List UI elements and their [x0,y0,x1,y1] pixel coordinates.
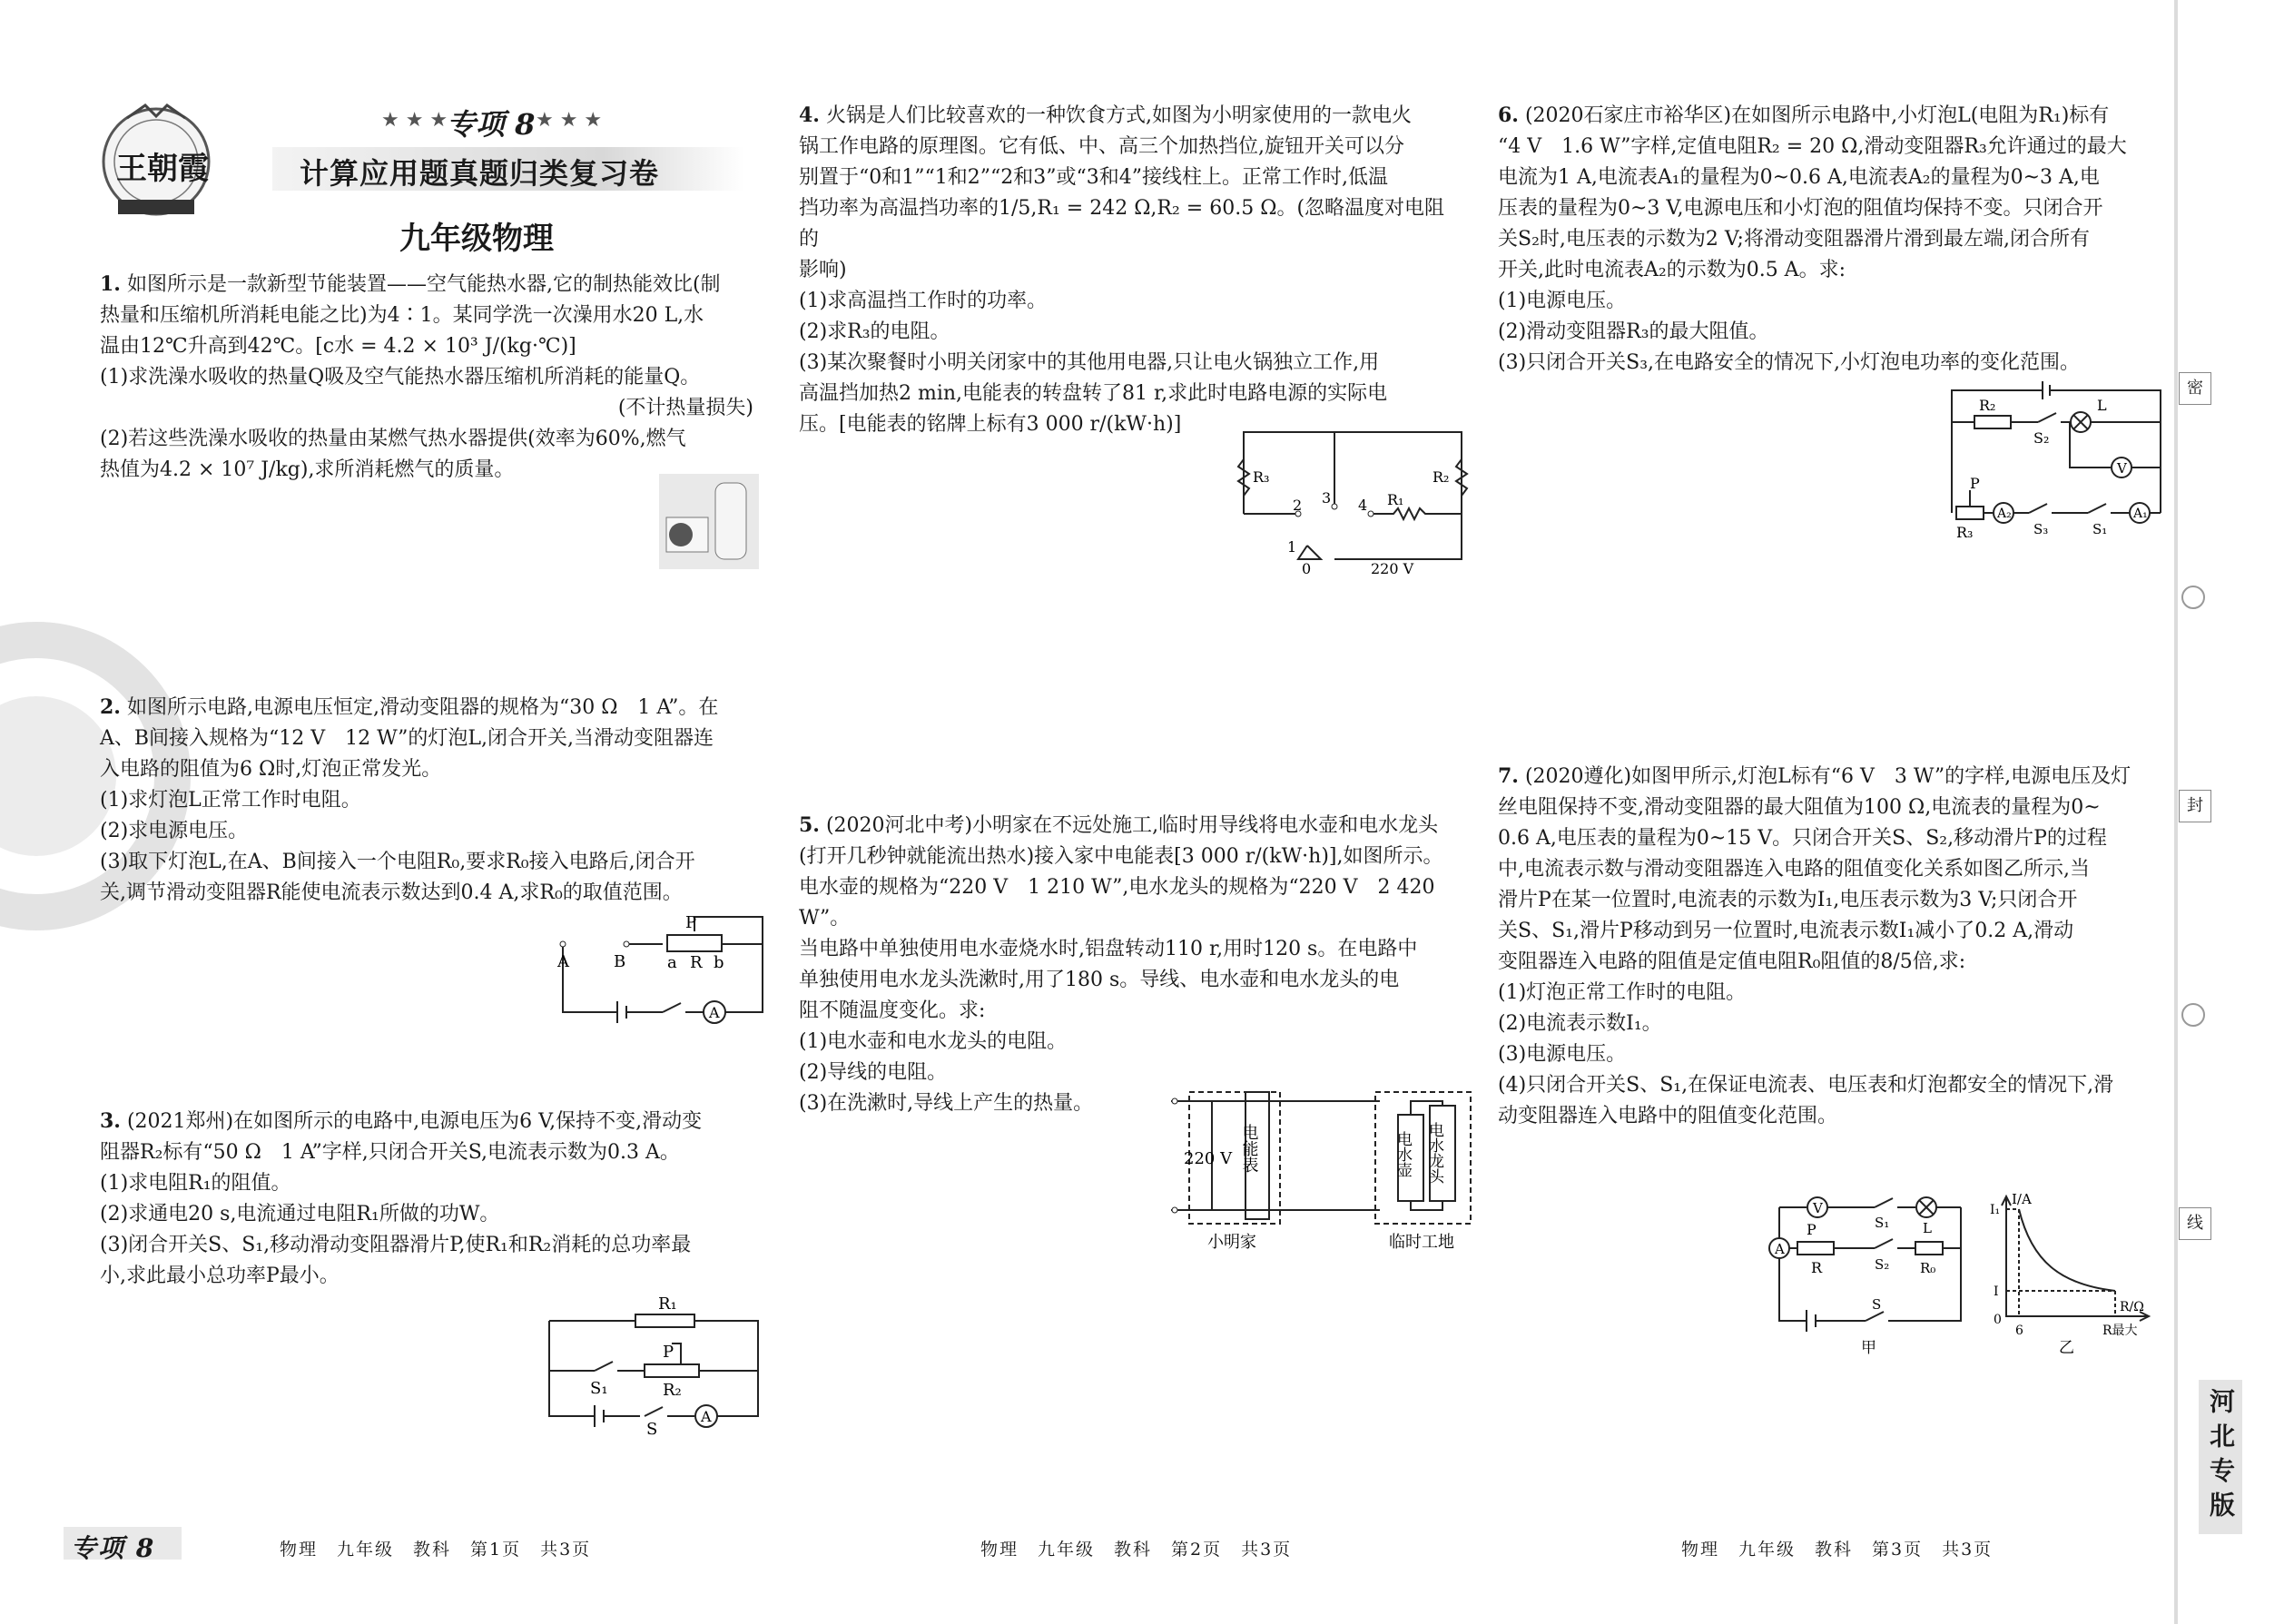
origin-label: 0 [1994,1313,2002,1327]
switch-label: S [646,1420,658,1439]
terminal-label: 4 [1358,497,1368,514]
question-line: (1)灯泡正常工作时的电阻。 [1498,981,1747,1004]
resistor-label: R₀ [1920,1260,1936,1276]
terminal-label: 3 [1322,489,1332,507]
node-label: a [667,953,677,972]
circuit-diagram-q7-jia [1770,1189,1988,1362]
tick-label: I [1994,1284,1999,1299]
voltage-label: 220 V [1371,560,1414,577]
question-line: (2020石家庄市裕华区)在如图所示电路中,小灯泡L(电阻为R₁)标有 [1524,104,2110,127]
footer-page-1: 物理 九年级 教科 第1页 共3页 [280,1540,592,1560]
question-line: (2020河北中考)小明家在不远处施工,临时用导线将电水壶和电水龙头 [825,814,1439,837]
question-line: (3)只闭合开关S₃,在电路安全的情况下,小灯泡电功率的变化范围。 [1498,351,2081,374]
switch-label: S₂ [2033,429,2050,447]
slider-label: P [663,1343,674,1362]
node-label: A [557,952,569,971]
question-note: (不计热量损失) [617,397,753,419]
voltmeter-label: V [2117,460,2127,477]
switch-label: S [1872,1296,1882,1313]
question-line: (3)在洗漱时,导线上产生的热量。 [799,1092,1094,1115]
question-line: 温由12℃升高到42℃。[c水 = 4.2 × 10³ J/(kg·℃)] [100,335,576,358]
meter-label: 电能表 [1239,1124,1259,1173]
question-line: (1)求洗澡水吸收的热量Q吸及空气能热水器压缩机所消耗的能量Q。 [100,366,701,389]
question-line: 入电路的阻值为6 Ω时,灯泡正常发光。 [100,758,442,781]
question-line: 中,电流表示数与滑动变阻器连入电路的阻值变化关系如图乙所示,当 [1498,858,2090,881]
switch-label: S₁ [2092,521,2108,537]
question-line: 小,求此最小总功率P最小。 [100,1265,340,1287]
lamp-label: L [2097,397,2107,414]
question-number: 4. [799,103,820,127]
question-line: A、B间接入规格为“12 V 12 W”的灯泡L,闭合开关,当滑动变阻器连 [100,727,714,750]
question-line: 电流为1 A,电流表A₁的量程为0~0.6 A,电流表A₂的量程为0~3 A,电 [1498,166,2100,189]
circuit-diagram-q6 [1943,381,2179,545]
question-number: 6. [1498,103,1519,127]
question-line: (1)求电阻R₁的阻值。 [100,1172,291,1195]
slider-label: P [1807,1221,1816,1238]
question-line: (2)求R₃的电阻。 [799,320,950,343]
question-7 [1498,761,2151,1132]
question-line: (2020遵化)如图甲所示,灯泡L标有“6 V 3 W”的字样,电源电压及灯 [1524,765,2132,788]
axis-label-x: R/Ω [2120,1300,2144,1314]
lamp-label: L [1923,1220,1932,1236]
question-line: 关S、S₁,滑片P移动到另一位置时,电流表示数I₁减小了0.2 A,滑动 [1498,920,2074,942]
resistor-label: R [1811,1259,1823,1276]
section-title: 专项 8 [447,107,536,142]
question-line: 锅工作电路的原理图。它有低、中、高三个加热挡位,旋钮开关可以分 [799,135,1404,158]
seal-tab-mi: 密 [2179,372,2211,405]
figure-label: 乙 [2059,1339,2074,1357]
footer-page-2: 物理 九年级 教科 第2页 共3页 [980,1540,1293,1560]
question-2 [100,692,753,909]
question-line: 变阻器连入电路的阻值是定值电阻R₀阻值的8/5倍,求: [1498,950,1966,973]
question-line: 阻器R₂标有“50 Ω 1 A”字样,只闭合开关S,电流表示数为0.3 A。 [100,1141,680,1164]
question-line: 0.6 A,电压表的量程为0~15 V。只闭合开关S、S₂,移动滑片P的过程 [1498,827,2107,850]
switch-label: S₂ [1875,1256,1890,1273]
question-number: 7. [1498,764,1519,788]
question-line: 火锅是人们比较喜欢的一种饮食方式,如图为小明家使用的一款电火 [825,104,1412,127]
site-label: 临时工地 [1389,1233,1454,1252]
question-line: 关S₂时,电压表的示数为2 V;将滑动变阻器滑片滑到最左端,闭合所有 [1498,228,2090,251]
brand-name: 王朝霞 [116,151,209,187]
question-line: (2)若这些洗澡水吸收的热量由某燃气热水器提供(效率为60%,燃气 [100,428,686,450]
home-label: 小明家 [1207,1233,1256,1252]
air-heater-photo [659,474,759,569]
slider-label: P [1970,475,1980,492]
page-title: 计算应用题真题归类复习卷 [300,156,660,191]
question-line: 热量和压缩机所消耗电能之比)为4∶1。某同学洗一次澡用水20 L,水 [100,304,704,327]
ammeter-label: A₂ [1997,507,2012,521]
node-label: B [614,952,626,971]
terminal-label: 0 [1302,560,1312,577]
footer-section: 专项 8 [71,1533,156,1563]
binding-hole-icon [2177,581,2213,617]
circuit-diagram-q3 [545,1289,772,1439]
ammeter-label: A [1775,1241,1785,1257]
ammeter-label: A [709,1004,720,1021]
circuit-diagram-q4 [1235,423,1480,577]
question-line: (4)只闭合开关S、S₁,在保证电流表、电压表和灯泡都安全的情况下,滑 [1498,1074,2114,1097]
question-line: 压表的量程为0~3 V,电源电压和小灯泡的阻值均保持不变。只闭合开 [1498,197,2103,220]
question-4 [799,100,1452,440]
question-line: 丝电阻保持不变,滑动变阻器的最大阻值为100 Ω,电流表的量程为0~ [1498,796,2101,819]
binding-hole-icon [2177,999,2213,1035]
question-number: 1. [100,272,121,296]
question-line: 开关,此时电流表A₂的示数为0.5 A。求: [1498,259,1846,281]
question-line: (2)求通电20 s,电流通过电阻R₁所做的功W。 [100,1203,500,1225]
question-line: 如图所示是一款新型节能装置——空气能热水器,它的制热能效比(制 [126,273,721,296]
seal-tab-feng: 封 [2179,790,2211,822]
switch-label: S₁ [1875,1215,1890,1231]
axis-label-y: I/A [2012,1191,2032,1207]
resistor-label: R₁ [1387,491,1404,508]
question-line: 当电路中单独使用电水壶烧水时,铝盘转动110 r,用时120 s。在电路中 [799,938,1418,960]
question-line: 电水壶的规格为“220 V 1 210 W”,电水龙头的规格为“220 V 2 420 W”。 [799,876,1435,930]
switch-label: S₁ [590,1379,608,1398]
question-line: 热值为4.2 × 10⁷ J/kg),求所消耗燃气的质量。 [100,458,515,481]
question-line: (3)闭合开关S、S₁,移动滑动变阻器滑片P,使R₁和R₂消耗的总功率最 [100,1234,692,1256]
question-line: 高温挡加热2 min,电能表的转盘转了81 r,求此时电路电源的实际电 [799,382,1388,405]
tick-label: 6 [2015,1324,2023,1338]
question-3 [100,1106,753,1292]
tick-label: R最大 [2102,1324,2138,1338]
question-line: (3)电源电压。 [1498,1043,1627,1066]
question-line: 阻不随温度变化。求: [799,999,986,1022]
kettle-label: 电水壶 [1393,1131,1412,1177]
question-6 [1498,100,2151,379]
question-line: (2021郑州)在如图所示的电路中,电源电压为6 V,保持不变,滑动变 [126,1110,703,1133]
tick-label: I₁ [1990,1203,2001,1217]
subject-title: 九年级物理 [399,221,554,257]
resistor-label: R₃ [1253,468,1270,486]
stars-left: ★ ★ ★ [381,109,448,132]
question-line: (1)电源电压。 [1498,290,1627,312]
question-line: (打开几秒钟就能流出热水)接入家中电能表[3 000 r/(kW·h)],如图所示。 [799,845,1443,868]
switch-label: S₃ [2033,521,2049,537]
resistor-label: R₂ [663,1381,682,1400]
seal-tab-xian: 线 [2179,1207,2211,1240]
question-line: (1)求高温挡工作时的功率。 [799,290,1048,312]
resistor-label: R₃ [1956,524,1974,541]
faucet-label: 电水龙头 [1425,1122,1443,1184]
stars-right: ★ ★ ★ [536,109,603,132]
terminal-label: 2 [1293,497,1303,514]
question-line: 压。[电能表的铭牌上标有3 000 r/(kW·h)] [799,413,1182,436]
resistor-label: R₂ [1979,397,1996,414]
question-line: (2)求电源电压。 [100,820,249,842]
question-line: 滑片P在某一位置时,电流表的示数为I₁,电压表示数为3 V;只闭合开 [1498,889,2078,911]
resistor-label: R [690,953,703,972]
slider-label: P [685,913,697,932]
graph-q7-yi [1979,1189,2161,1362]
voltmeter-label: V [1813,1200,1823,1216]
figure-label: 甲 [1861,1339,1876,1357]
circuit-diagram-q5 [1171,1088,1471,1260]
question-line: (2)电流表示数I₁。 [1498,1012,1662,1035]
question-line: 别置于“0和1”“1和2”“2和3”或“3和4”接线柱上。正常工作时,低温 [799,166,1388,189]
question-line: 关,调节滑动变阻器R能使电流表示数达到0.4 A,求R₀的取值范围。 [100,881,683,904]
question-line: (3)取下灯泡L,在A、B间接入一个电阻R₀,要求R₀接入电路后,闭合开 [100,851,695,873]
ammeter-label: A₁ [2133,507,2148,521]
resistor-label: R₁ [658,1294,677,1314]
question-number: 3. [100,1109,121,1133]
question-number: 5. [799,813,820,837]
binding-margin-line [2174,0,2178,1624]
terminal-label: 1 [1287,538,1297,556]
question-line: 影响) [799,259,847,281]
ammeter-label: A [701,1408,712,1425]
question-line: (2)导线的电阻。 [799,1061,948,1084]
node-label: b [714,953,724,972]
question-5 [799,810,1452,1119]
question-line: (1)电水壶和电水龙头的电阻。 [799,1030,1068,1053]
question-line: (3)某次聚餐时小明关闭家中的其他用电器,只让电火锅独立工作,用 [799,351,1380,374]
resistor-label: R₂ [1433,468,1450,486]
question-number: 2. [100,695,121,719]
circuit-diagram-q2 [554,908,772,1026]
question-line: “4 V 1.6 W”字样,定值电阻R₂ = 20 Ω,滑动变阻器R₃允许通过的最大 [1498,135,2127,158]
question-line: 如图所示电路,电源电压恒定,滑动变阻器的规格为“30 Ω 1 A”。在 [126,696,719,719]
question-line: (2)滑动变阻器R₃的最大阻值。 [1498,320,1769,343]
footer-page-3: 物理 九年级 教科 第3页 共3页 [1681,1540,1994,1560]
question-1 [100,269,753,486]
question-line: 挡功率为高温挡功率的1/5,R₁ = 242 Ω,R₂ = 60.5 Ω。(忽略温度对电阻的 [799,197,1445,251]
edition-label: 河北专版 [2199,1380,2242,1534]
question-line: 动变阻器连入电路中的阻值变化范围。 [1498,1105,1838,1127]
question-line: 单独使用电水龙头洗漱时,用了180 s。导线、电水壶和电水龙头的电 [799,969,1400,991]
question-line: (1)求灯泡L正常工作时电阻。 [100,789,361,812]
voltage-label: 220 V [1184,1149,1233,1168]
